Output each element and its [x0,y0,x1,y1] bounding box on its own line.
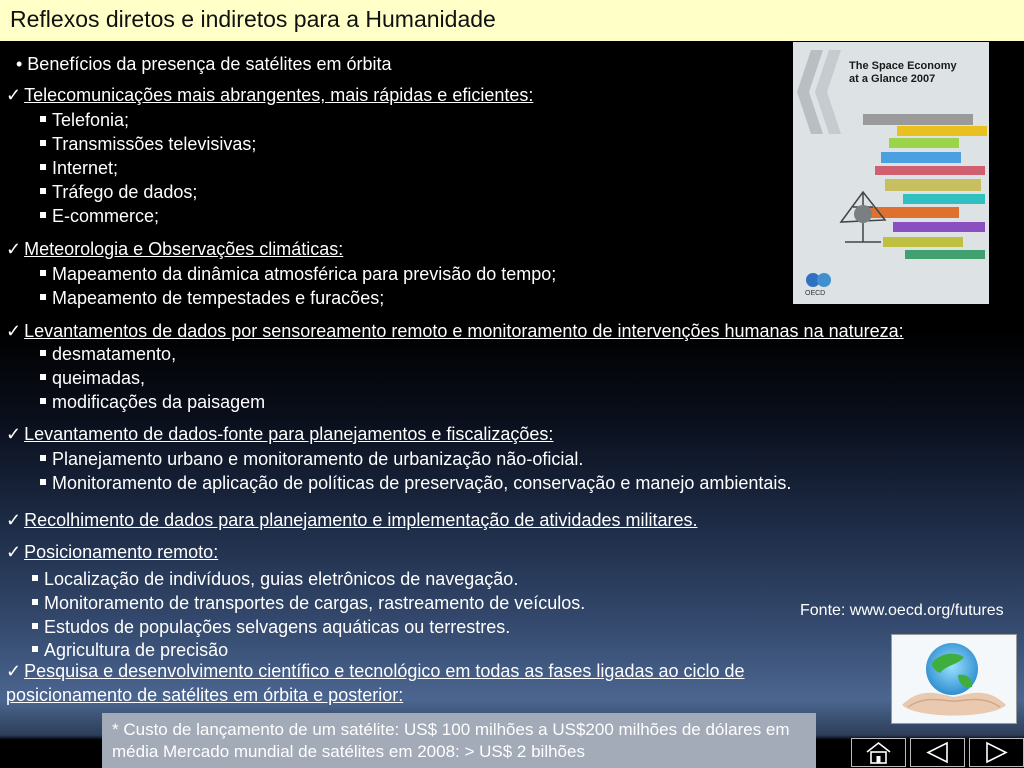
check-icon: ✓ [6,510,22,530]
list-item: modificações da paisagem [40,391,265,413]
list-item: Monitoramento de transportes de cargas, rastreamento de veículos. [32,592,585,614]
check-icon: ✓ [6,321,22,341]
square-bullet-icon [40,188,46,194]
square-bullet-icon [32,623,38,629]
cover-title: The Space Economy at a Glance 2007 [849,60,957,85]
section-heading-pesquisa: ✓ Pesquisa e desenvolvimento científico e tecnológico em todas as fases ligadas ao ciclo de [6,661,745,681]
list-item: Tráfego de dados; [40,181,197,203]
earth-hands-art [892,635,1016,723]
list-item: Agricultura de precisão [32,639,228,661]
square-bullet-icon [32,575,38,581]
title-bar [0,0,1024,41]
check-icon: ✓ [6,239,22,259]
list-item: queimadas, [40,367,145,389]
earth-hands-image [891,634,1017,724]
home-button[interactable] [851,738,906,767]
list-item: Planejamento urbano e monitoramento de urbanização não-oficial. [40,448,583,470]
section-heading-pesquisa-cont: posicionamento de satélites em órbita e posterior: [6,685,404,705]
section-heading-planejamento: ✓ Levantamento de dados-fonte para planejamentos e fiscalizações: [6,424,554,444]
check-icon: ✓ [6,424,22,444]
square-bullet-icon [32,646,38,652]
book-cover-image [793,42,989,304]
footnote-text: * Custo de lançamento de um satélite: US$ 100 milhões a US$200 milhões de dólares em média Mercado mundial de satélites em 2008: > US$ 2 bilhões [112,720,790,761]
list-item: Estudos de populações selvagens aquáticas ou terrestres. [32,616,510,638]
square-bullet-icon [40,350,46,356]
previous-slide-button[interactable] [910,738,965,767]
list-item: Localização de indivíduos, guias eletrônicos de navegação. [32,568,518,590]
list-item: Internet; [40,157,118,179]
square-bullet-icon [40,479,46,485]
check-icon: ✓ [6,85,22,105]
square-bullet-icon [40,374,46,380]
square-bullet-icon [40,116,46,122]
square-bullet-icon [32,599,38,605]
square-bullet-icon [40,455,46,461]
square-bullet-icon [40,140,46,146]
next-slide-button[interactable] [969,738,1024,767]
square-bullet-icon [40,164,46,170]
triangle-right-icon [970,739,1023,766]
section-heading-posicionamento: ✓ Posicionamento remoto: [6,542,219,562]
list-item: Mapeamento da dinâmica atmosférica para previsão do tempo; [40,263,556,285]
slide-title: Reflexos diretos e indiretos para a Humanidade [10,6,496,32]
list-item: Transmissões televisivas; [40,133,256,155]
home-icon [852,739,905,766]
list-item: Monitoramento de aplicação de políticas de preservação, conservação e manejo ambientais. [40,472,791,494]
square-bullet-icon [40,398,46,404]
triangle-left-icon [911,739,964,766]
section-heading-meteorologia: ✓ Meteorologia e Observações climáticas: [6,239,344,259]
section-heading-militares: ✓ Recolhimento de dados para planejamento e implementação de atividades militares. [6,510,698,530]
square-bullet-icon [40,294,46,300]
subtitle: • Benefícios da presença de satélites em órbita [16,54,392,74]
square-bullet-icon [40,212,46,218]
cover-logo: OECD [805,290,826,297]
section-heading-sensoriamento: ✓ Levantamentos de dados por sensoreamento remoto e monitoramento de intervenções humanas na natureza: [6,321,904,341]
list-item: Mapeamento de tempestades e furacões; [40,287,384,309]
list-item: Telefonia; [40,109,129,131]
check-icon: ✓ [6,542,22,562]
section-heading-telecom: ✓ Telecomunicações mais abrangentes, mais rápidas e eficientes: [6,85,534,105]
list-item: E-commerce; [40,205,159,227]
check-icon: ✓ [6,661,22,681]
source-caption: Fonte: www.oecd.org/futures [800,602,1004,619]
footnote-box [102,713,816,768]
square-bullet-icon [40,270,46,276]
list-item: desmatamento, [40,343,176,365]
